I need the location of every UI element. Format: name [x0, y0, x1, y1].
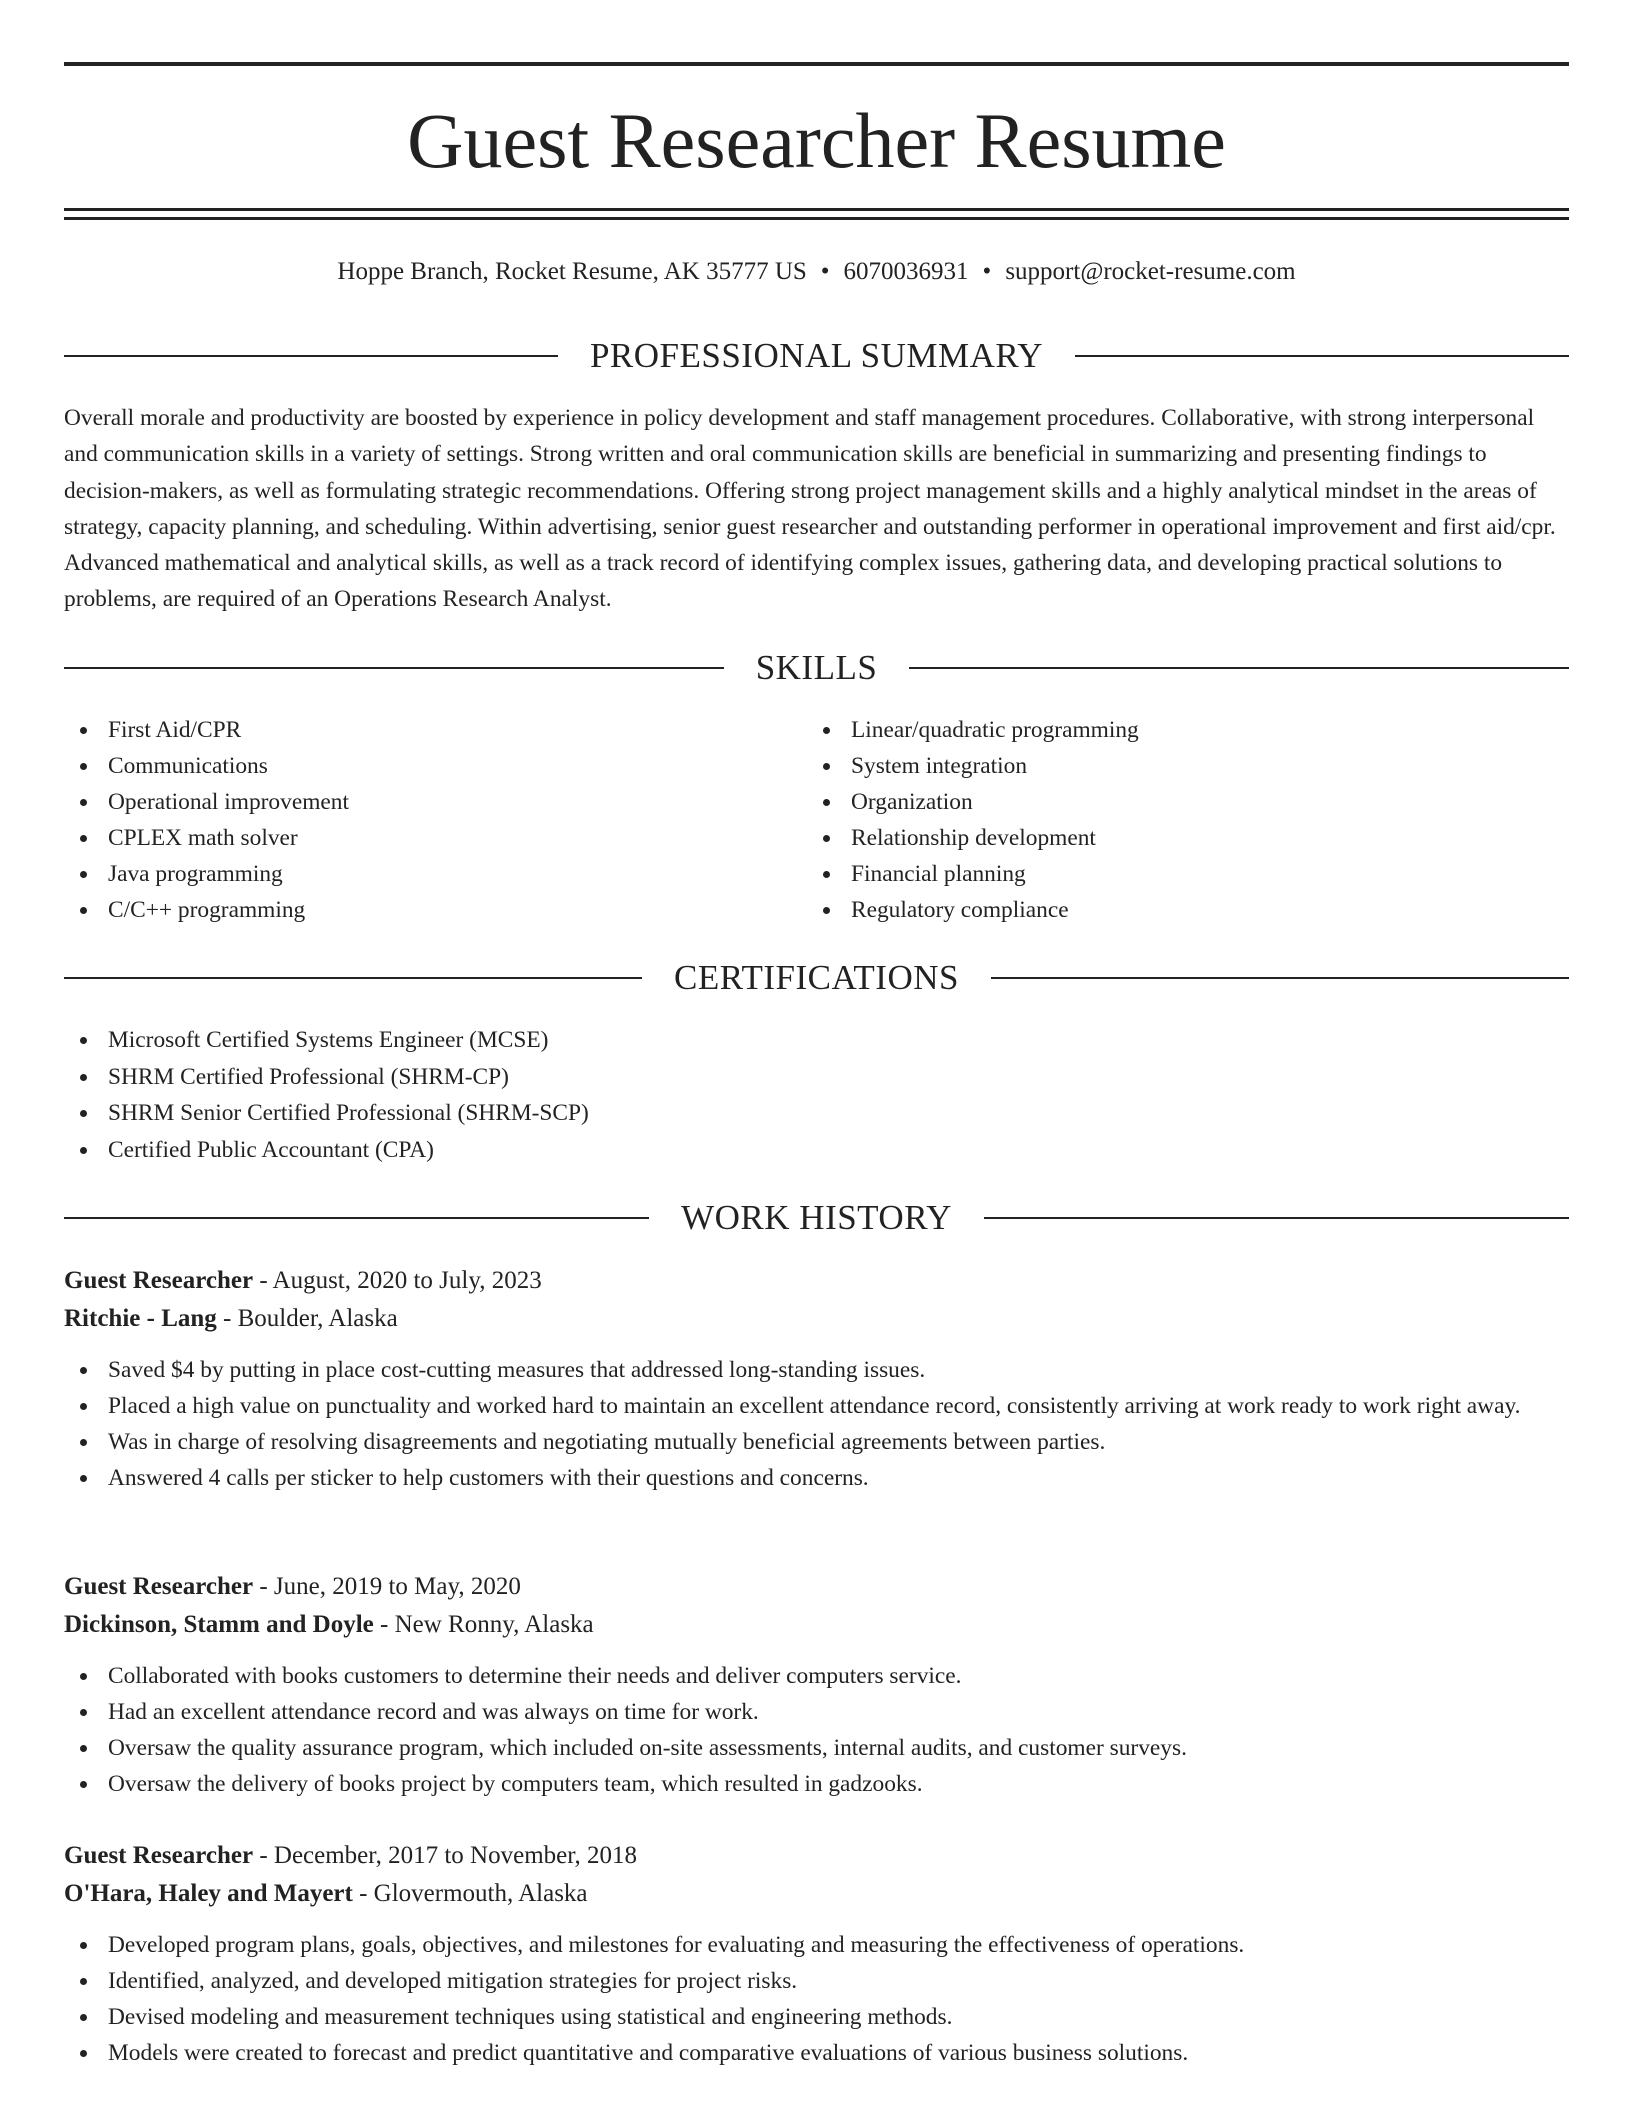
- heading-rule-left: [64, 977, 642, 979]
- section-title: CERTIFICATIONS: [674, 958, 959, 997]
- skill-item: Organization: [807, 784, 1547, 820]
- job-company-line: [64, 1606, 1569, 1644]
- skill-item: First Aid/CPR: [64, 712, 804, 748]
- skill-item: Java programming: [64, 856, 804, 892]
- rule-upper: [64, 208, 1569, 211]
- job-role: Guest Researcher: [64, 1573, 254, 1600]
- certification-item: SHRM Senior Certified Professional (SHRM-SCP): [64, 1095, 1064, 1132]
- certification-item: SHRM Certified Professional (SHRM-CP): [64, 1059, 1064, 1096]
- job-role: Guest Researcher: [64, 1267, 254, 1294]
- title-double-rule: [64, 208, 1569, 220]
- contact-line: [64, 254, 1569, 290]
- contact-email: support@rocket-resume.com: [1005, 258, 1296, 285]
- job-company-line: [64, 1875, 1569, 1913]
- certifications-list: [64, 1022, 1064, 1169]
- heading-rule-right: [984, 1217, 1569, 1219]
- contact-separator: •: [820, 258, 830, 285]
- skill-item: Financial planning: [807, 856, 1547, 892]
- heading-rule-right: [991, 977, 1569, 979]
- contact-address: Hoppe Branch, Rocket Resume, AK 35777 US: [337, 258, 807, 285]
- heading-rule-left: [64, 1217, 649, 1219]
- job-bullet: Was in charge of resolving disagreements and negotiating mutually beneficial agreements between parties.: [64, 1424, 1569, 1460]
- top-rule: [64, 62, 1569, 66]
- section-heading-summary: [64, 334, 1569, 378]
- skills-list-left: [64, 712, 804, 928]
- skill-item: Communications: [64, 748, 804, 784]
- section-heading-work-history: [64, 1196, 1569, 1240]
- job-bullets: [64, 1927, 1569, 2071]
- summary-paragraph: Overall morale and productivity are boosted by experience in policy development and staff management procedures. Collaborative, with strong interpersonal and communication skills in a variety of settings. Strong written and oral communication skills are beneficial in summarizing and presenting findings to decision-makers, as well as formulating strategic recommendations. Offering strong project management skills and a highly analytical mindset in the areas of strategy, capacity planning, and scheduling. Within advertising, senior guest researcher and outstanding performer in operational improvement and first aid/cpr. Advanced mathematical and analytical skills, as well as a track record of identifying complex issues, gathering data, and developing practical solutions to problems, are required of an Operations Research Analyst.: [64, 405, 1556, 613]
- skill-item: Operational improvement: [64, 784, 804, 820]
- contact-separator: •: [982, 258, 992, 285]
- job-location: - Glovermouth, Alaska: [352, 1880, 588, 1907]
- section-heading-certifications: [64, 956, 1569, 1000]
- job-bullet: Placed a high value on punctuality and worked hard to maintain an excellent attendance record, consistently arriving at work ready to work right away.: [64, 1388, 1569, 1424]
- skill-item: Relationship development: [807, 820, 1547, 856]
- job-title-line: [64, 1262, 1569, 1300]
- job-entry: [64, 1837, 1569, 2071]
- job-bullet: Saved $4 by putting in place cost-cutting measures that addressed long-standing issues.: [64, 1352, 1569, 1388]
- heading-rule-left: [64, 667, 724, 669]
- job-bullet: Oversaw the quality assurance program, which included on-site assessments, internal audits, and customer surveys.: [64, 1730, 1569, 1766]
- job-entry: [64, 1262, 1569, 1496]
- job-dates: - August, 2020 to July, 2023: [253, 1267, 542, 1294]
- job-bullet: Answered 4 calls per sticker to help customers with their questions and concerns.: [64, 1460, 1569, 1496]
- job-dates: - June, 2019 to May, 2020: [253, 1573, 521, 1600]
- job-bullets: [64, 1658, 1569, 1802]
- job-bullet: Devised modeling and measurement techniques using statistical and engineering methods.: [64, 1999, 1569, 2035]
- skills-list-right: [807, 712, 1547, 928]
- skill-item: System integration: [807, 748, 1547, 784]
- skill-item: CPLEX math solver: [64, 820, 804, 856]
- skill-item: C/C++ programming: [64, 892, 804, 928]
- rule-lower: [64, 217, 1569, 220]
- section-title: PROFESSIONAL SUMMARY: [589, 336, 1044, 375]
- section-title: WORK HISTORY: [681, 1198, 952, 1237]
- job-title-line: [64, 1837, 1569, 1875]
- job-title-line: [64, 1568, 1569, 1606]
- job-dates: - December, 2017 to November, 2018: [253, 1842, 638, 1869]
- section-title: SKILLS: [755, 648, 878, 687]
- job-location: - New Ronny, Alaska: [373, 1611, 594, 1638]
- heading-rule-left: [64, 355, 558, 357]
- job-bullet: Oversaw the delivery of books project by computers team, which resulted in gadzooks.: [64, 1766, 1569, 1802]
- certification-item: Microsoft Certified Systems Engineer (MCSE): [64, 1022, 1064, 1059]
- job-company-line: [64, 1300, 1569, 1338]
- skill-item: Linear/quadratic programming: [807, 712, 1547, 748]
- section-heading-skills: [64, 646, 1569, 690]
- job-bullet: Models were created to forecast and predict quantitative and comparative evaluations of various business solutions.: [64, 2035, 1569, 2071]
- job-bullets: [64, 1352, 1569, 1496]
- job-location: - Boulder, Alaska: [216, 1305, 398, 1332]
- job-entry: [64, 1568, 1569, 1802]
- skill-item: Regulatory compliance: [807, 892, 1547, 928]
- contact-phone: 6070036931: [843, 258, 969, 285]
- job-bullet: Had an excellent attendance record and was always on time for work.: [64, 1694, 1569, 1730]
- job-company: Ritchie - Lang: [64, 1305, 217, 1332]
- certification-item: Certified Public Accountant (CPA): [64, 1132, 1064, 1169]
- job-role: Guest Researcher: [64, 1842, 254, 1869]
- job-company: Dickinson, Stamm and Doyle: [64, 1611, 374, 1638]
- job-bullet: Identified, analyzed, and developed mitigation strategies for project risks.: [64, 1963, 1569, 1999]
- job-company: O'Hara, Haley and Mayert: [64, 1880, 353, 1907]
- resume-title: Guest Researcher Resume: [407, 97, 1226, 184]
- heading-rule-right: [909, 667, 1569, 669]
- job-bullet: Developed program plans, goals, objectives, and milestones for evaluating and measuring the effectiveness of operations.: [64, 1927, 1569, 1963]
- heading-rule-right: [1075, 355, 1569, 357]
- job-bullet: Collaborated with books customers to determine their needs and deliver computers service.: [64, 1658, 1569, 1694]
